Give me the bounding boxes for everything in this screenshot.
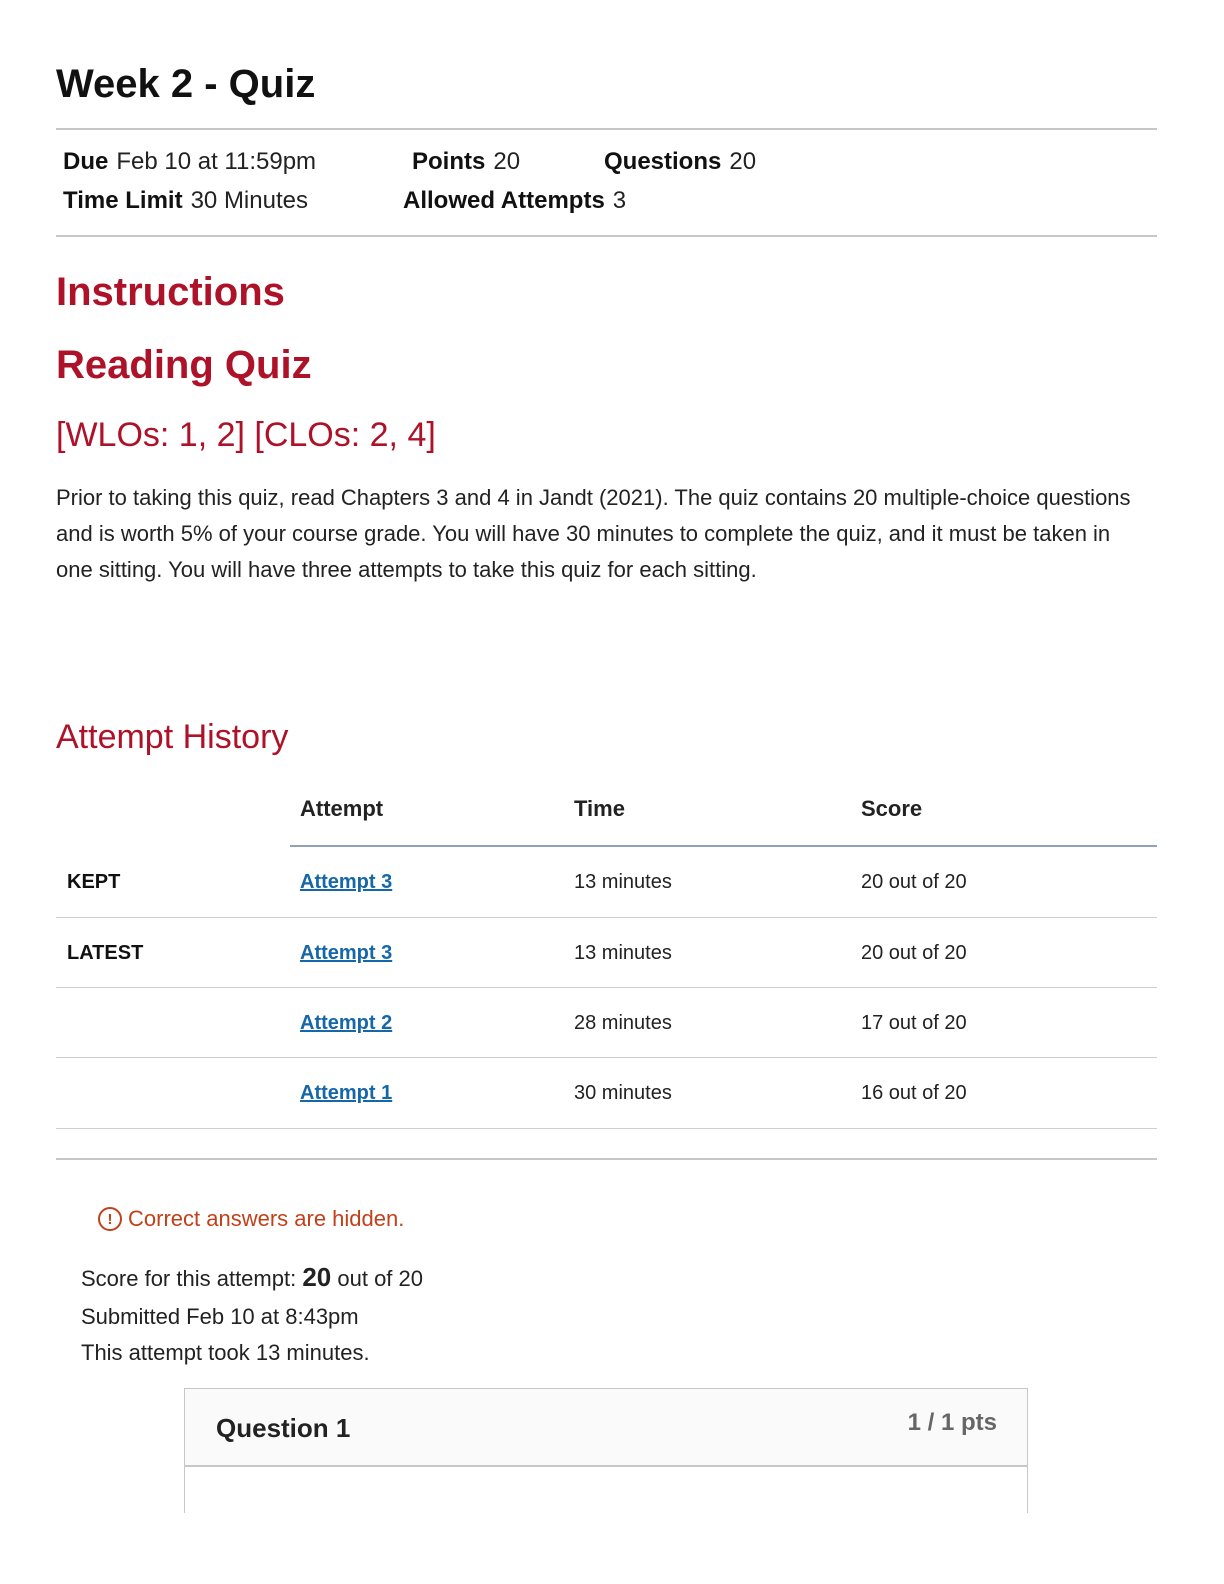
score-prefix: Score for this attempt: bbox=[81, 1266, 297, 1291]
attempt-time: 13 minutes bbox=[574, 942, 672, 964]
kept-tag: KEPT bbox=[67, 871, 121, 893]
allowed-attempts bbox=[403, 187, 626, 215]
objectives-heading: [WLOs: 1, 2] [CLOs: 2, 4] bbox=[56, 416, 436, 454]
questions-value: 20 bbox=[729, 148, 757, 175]
attempt-score: 20 out of 20 bbox=[861, 871, 967, 893]
column-header-attempt: Attempt bbox=[300, 796, 384, 821]
question-header bbox=[185, 1389, 1027, 1467]
attempt-3-link[interactable]: Attempt 3 bbox=[300, 942, 393, 964]
points-label: Points bbox=[412, 148, 486, 175]
correct-answers-notice bbox=[98, 1206, 404, 1232]
time-limit-value: 30 Minutes bbox=[190, 187, 308, 214]
attempt-duration: This attempt took 13 minutes. bbox=[81, 1340, 370, 1365]
attempt-score: 16 out of 20 bbox=[861, 1082, 967, 1104]
column-header-time: Time bbox=[574, 796, 625, 821]
table-row bbox=[56, 847, 1157, 917]
attempt-score: 20 out of 20 bbox=[861, 942, 967, 964]
table-row bbox=[56, 987, 1157, 1058]
time-limit-label: Time Limit bbox=[63, 187, 183, 214]
attempt-1-link[interactable]: Attempt 1 bbox=[300, 1082, 393, 1104]
score-value: 20 bbox=[302, 1262, 332, 1292]
attempts-label: Allowed Attempts bbox=[403, 187, 605, 214]
points bbox=[412, 148, 520, 176]
attempt-history-heading: Attempt History bbox=[56, 718, 289, 756]
latest-tag: LATEST bbox=[67, 942, 144, 964]
question-card bbox=[184, 1388, 1028, 1513]
instructions-heading: Instructions bbox=[56, 270, 285, 314]
attempt-2-link[interactable]: Attempt 2 bbox=[300, 1012, 393, 1034]
questions-count bbox=[604, 148, 756, 176]
due-date bbox=[63, 148, 316, 176]
due-value: Feb 10 at 11:59pm bbox=[116, 148, 317, 175]
points-value: 20 bbox=[493, 148, 521, 175]
due-label: Due bbox=[63, 148, 109, 175]
column-header-score: Score bbox=[861, 796, 923, 821]
exclamation-circle-icon: ! bbox=[98, 1207, 122, 1231]
attempt-3-link[interactable]: Attempt 3 bbox=[300, 871, 393, 893]
divider bbox=[56, 128, 1157, 130]
attempt-score: 17 out of 20 bbox=[861, 1012, 967, 1034]
reading-quiz-heading: Reading Quiz bbox=[56, 343, 312, 387]
time-limit bbox=[63, 187, 308, 215]
question-title: Question 1 bbox=[216, 1413, 351, 1443]
divider bbox=[56, 1158, 1157, 1160]
attempt-score-summary bbox=[81, 1262, 423, 1293]
score-suffix: out of 20 bbox=[337, 1266, 424, 1291]
attempt-time: 28 minutes bbox=[574, 1012, 672, 1034]
table-row bbox=[56, 917, 1157, 988]
attempt-time: 13 minutes bbox=[574, 871, 672, 893]
notice-text: Correct answers are hidden. bbox=[128, 1206, 405, 1231]
attempt-time: 30 minutes bbox=[574, 1082, 672, 1104]
page-title: Week 2 - Quiz bbox=[56, 62, 316, 106]
instructions-text: Prior to taking this quiz, read Chapters 3 and 4 in Jandt (2021). The quiz contains 20 multiple-choice questions and is worth 5% of your course grade. You will have 30 minutes to complete the quiz, and it must be taken in one sitting. You will have three attempts to take this quiz for each sitting. bbox=[56, 485, 1131, 582]
questions-label: Questions bbox=[604, 148, 722, 175]
attempts-value: 3 bbox=[612, 187, 627, 214]
divider bbox=[56, 235, 1157, 237]
table-row bbox=[56, 1057, 1157, 1129]
question-points: 1 / 1 pts bbox=[907, 1409, 997, 1436]
submitted-date: Submitted Feb 10 at 8:43pm bbox=[81, 1304, 359, 1329]
